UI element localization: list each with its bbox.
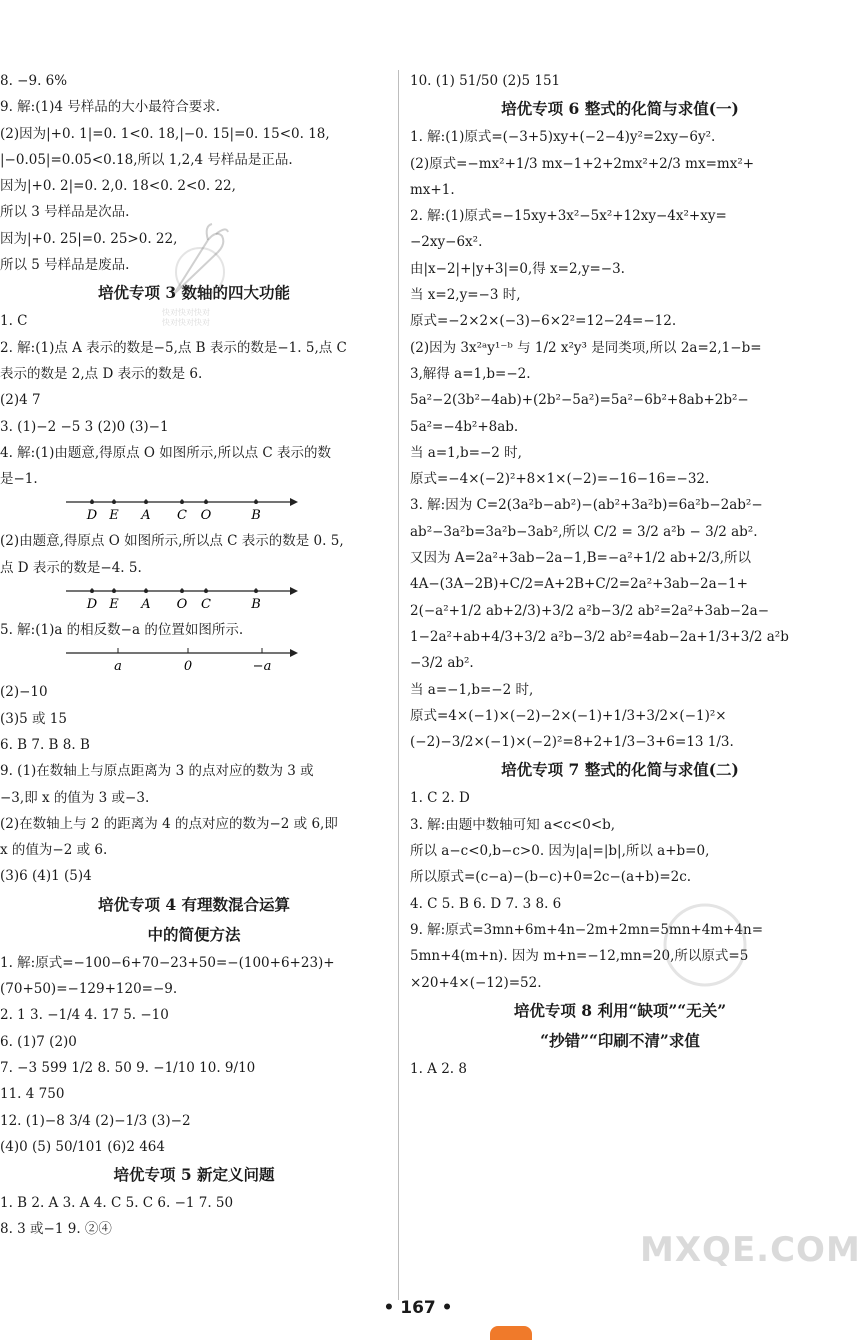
answer-line: 当 x=2,y=−3 时, xyxy=(410,287,521,304)
axis-label: a xyxy=(114,659,122,675)
answer-line: 由|x−2|+|y+3|=0,得 x=2,y=−3. xyxy=(410,260,625,277)
axis-label: D xyxy=(86,508,98,524)
right-column xyxy=(410,68,830,1082)
answer-line: 又因为 A=2a²+3ab−2a−1,B=−a²+1/2 ab+2/3,所以 xyxy=(410,550,751,567)
answer-line: (2)由题意,得原点 O 如图所示,所以点 C 表示的数是 0. 5, xyxy=(0,533,344,550)
axis-point xyxy=(180,500,184,504)
answer-line: 6. (1)7 (2)0 xyxy=(0,1033,77,1050)
axis-arrow-icon xyxy=(290,498,298,506)
section-heading: 培优专项 3 数轴的四大功能 xyxy=(97,283,291,303)
number-line xyxy=(0,492,388,528)
section-heading: 中的简便方法 xyxy=(147,924,241,944)
answer-line: (2)4 7 xyxy=(0,392,41,409)
answer-line: 所以 3 号样品是次品. xyxy=(0,204,130,221)
answer-line: 所以 5 号样品是废品. xyxy=(0,257,130,274)
number-line xyxy=(0,581,388,617)
axis-label: O xyxy=(200,508,212,524)
answer-line: 11. 4 750 xyxy=(0,1086,65,1103)
number-line-svg xyxy=(0,492,320,528)
answer-line: 因为|+0. 25|=0. 25>0. 22, xyxy=(0,230,178,247)
answer-line: (70+50)=−129+120=−9. xyxy=(0,981,178,998)
axis-label: B xyxy=(251,508,261,524)
answer-line: |−0.05|=0.05<0.18,所以 1,2,4 号样品是正品. xyxy=(0,151,293,168)
answer-line: 3. 解:因为 C=2(3a²b−ab²)−(ab²+3a²b)=6a²b−2ab²− xyxy=(410,497,763,514)
corner-tab xyxy=(490,1326,532,1340)
answer-line: (−2)−3/2×(−1)×(−2)²=8+2+1/3−3+6=13 1/3. xyxy=(410,734,734,751)
answer-line: (3)5 或 15 xyxy=(0,710,67,727)
answer-line: (3)6 (4)1 (5)4 xyxy=(0,868,92,885)
answer-line: 1. 解:原式=−100−6+70−23+50=−(100+6+23)+ xyxy=(0,954,335,971)
answer-line: 原式=−4×(−2)²+8×1×(−2)=−16−16=−32. xyxy=(410,471,710,488)
page-number: • 167 • xyxy=(383,1298,453,1318)
answer-line: 1. A 2. 8 xyxy=(410,1060,467,1077)
axis-label: A xyxy=(141,597,151,613)
answer-line: ×20+4×(−12)=52. xyxy=(410,974,542,991)
answer-line: 所以原式=(c−a)−(b−c)+0=2c−(a+b)=2c. xyxy=(410,869,692,886)
answer-line: 4. C 5. B 6. D 7. 3 8. 6 xyxy=(410,895,562,912)
answer-line: 所以 a−c<0,b−c>0. 因为|a|=|b|,所以 a+b=0, xyxy=(410,843,710,860)
answer-line: 表示的数是 2,点 D 表示的数是 6. xyxy=(0,365,203,382)
stamp-watermark xyxy=(660,900,750,994)
number-line-svg xyxy=(0,643,320,679)
answer-line: 9. 解:原式=3mn+6m+4n−2m+2mn=5mn+4m+4n= xyxy=(410,921,764,938)
answer-line: 3. (1)−2 −5 3 (2)0 (3)−1 xyxy=(0,418,169,435)
axis-point xyxy=(254,589,258,593)
axis-point xyxy=(112,589,116,593)
axis-point xyxy=(112,500,116,504)
answer-line: 4A−(3A−2B)+C/2=A+2B+C/2=2a²+3ab−2a−1+ xyxy=(410,576,748,593)
answer-line: 3,解得 a=1,b=−2. xyxy=(410,365,531,382)
section-heading: 培优专项 5 新定义问题 xyxy=(113,1165,275,1185)
mxqe-logo-text: MXQE.COM xyxy=(640,1230,861,1270)
answer-line: x 的值为−2 或 6. xyxy=(0,842,108,859)
axis-label: C xyxy=(201,597,211,613)
number-line xyxy=(0,643,388,679)
answer-line: 12. (1)−8 3/4 (2)−1/3 (3)−2 xyxy=(0,1112,191,1129)
axis-label: E xyxy=(109,597,119,613)
section-heading: 培优专项 7 整式的化简与求值(二) xyxy=(501,760,739,780)
axis-point xyxy=(90,589,94,593)
answer-line: 2. 解:(1)原式=−15xy+3x²−5x²+12xy−4x²+xy= xyxy=(410,208,727,225)
kuaidui-watermark xyxy=(160,222,230,327)
watermark-text-2: 快对快对快对 xyxy=(162,318,210,327)
axis-label: 0 xyxy=(183,659,193,675)
answer-line: 6. B 7. B 8. B xyxy=(0,736,90,753)
axis-label: C xyxy=(177,508,187,524)
answer-line: −3,即 x 的值为 3 或−3. xyxy=(0,789,150,806)
answer-line: 2(−a²+1/2 ab+2/3)+3/2 a²b−3/2 ab²=2a²+3ab−2a− xyxy=(410,602,770,619)
answer-line: 7. −3 599 1/2 8. 50 9. −1/10 10. 9/10 xyxy=(0,1059,256,1076)
section-heading: 培优专项 6 整式的化简与求值(一) xyxy=(501,99,739,119)
answer-line: 2. 1 3. −1/4 4. 17 5. −10 xyxy=(0,1007,169,1024)
answer-line: 9. (1)在数轴上与原点距离为 3 的点对应的数为 3 或 xyxy=(0,763,314,780)
axis-point xyxy=(180,589,184,593)
axis-point xyxy=(204,589,208,593)
circle-stamp-icon xyxy=(660,900,750,990)
number-line-svg xyxy=(0,581,320,617)
axis-point xyxy=(204,500,208,504)
axis-label: A xyxy=(141,508,151,524)
section-heading: 培优专项 4 有理数混合运算 xyxy=(97,894,291,914)
answer-line: 8. 3 或−1 9. ②④ xyxy=(0,1221,112,1238)
answer-line: 原式=−2×2×(−3)−6×2²=12−24=−12. xyxy=(410,313,677,330)
axis-arrow-icon xyxy=(290,649,298,657)
answer-line: 2. 解:(1)点 A 表示的数是−5,点 B 表示的数是−1. 5,点 C xyxy=(0,339,347,356)
axis-label: B xyxy=(251,597,261,613)
answer-line: 10. (1) 51/50 (2)5 151 xyxy=(410,73,561,89)
answer-line: 5a²−2(3b²−4ab)+(2b²−5a²)=5a²−6b²+8ab+2b²− xyxy=(410,392,749,409)
answer-line: 1. C 2. D xyxy=(410,790,470,807)
answer-line: 5. 解:(1)a 的相反数−a 的位置如图所示. xyxy=(0,622,244,639)
axis-label: −a xyxy=(252,659,272,675)
section-heading: “抄错”“印刷不清”求值 xyxy=(540,1030,700,1050)
answer-line: ab²−3a²b=3a²b−3ab²,所以 C/2 = 3/2 a²b − 3/2 ab². xyxy=(410,523,758,540)
axis-label: D xyxy=(86,597,98,613)
axis-point xyxy=(144,589,148,593)
carrot-logo-icon xyxy=(160,222,230,302)
axis-label: E xyxy=(109,508,119,524)
answer-line: −2xy−6x². xyxy=(410,234,483,251)
answer-line: 8. −9. 6% xyxy=(0,73,68,89)
answer-line: 当 a=−1,b=−2 时, xyxy=(410,681,534,698)
axis-point xyxy=(254,500,258,504)
answer-line: (2)原式=−mx²+1/3 mx−1+2+2mx²+2/3 mx=mx²+ xyxy=(410,155,755,172)
axis-point xyxy=(90,500,94,504)
mxqe-watermark xyxy=(640,1230,861,1270)
answer-line: 因为|+0. 2|=0. 2,0. 18<0. 2<0. 22, xyxy=(0,178,236,195)
answer-line: (2)因为 3x²ᵃy¹⁻ᵇ 与 1/2 x²y³ 是同类项,所以 2a=2,1−b= xyxy=(410,339,762,356)
answer-line: 3. 解:由题中数轴可知 a<c<0<b, xyxy=(410,816,616,833)
answer-line: (2)在数轴上与 2 的距离为 4 的点对应的数为−2 或 6,即 xyxy=(0,815,338,832)
answer-line: 4. 解:(1)由题意,得原点 O 如图所示,所以点 C 表示的数 xyxy=(0,444,331,461)
answer-line: 点 D 表示的数是−4. 5. xyxy=(0,559,142,576)
answer-line: 当 a=1,b=−2 时, xyxy=(410,444,522,461)
answer-line: 5a²=−4b²+8ab. xyxy=(410,418,519,435)
answer-line: 1. 解:(1)原式=(−3+5)xy+(−2−4)y²=2xy−6y². xyxy=(410,129,716,146)
axis-point xyxy=(144,500,148,504)
column-divider xyxy=(398,70,399,1300)
answer-line: 9. 解:(1)4 号样品的大小最符合要求. xyxy=(0,99,221,116)
answer-line: 是−1. xyxy=(0,471,38,488)
watermark-text-1: 快对快对快对 xyxy=(162,308,210,317)
axis-label: O xyxy=(176,597,188,613)
answer-line: −3/2 ab². xyxy=(410,655,474,672)
answer-line: 1. C xyxy=(0,313,28,330)
answer-line: mx+1. xyxy=(410,181,455,198)
answer-line: (4)0 (5) 50/101 (6)2 464 xyxy=(0,1138,165,1155)
answer-line: (2)−10 xyxy=(0,684,48,701)
answer-line: 原式=4×(−1)×(−2)−2×(−1)+1/3+3/2×(−1)²× xyxy=(410,707,727,724)
answer-line: (2)因为|+0. 1|=0. 1<0. 18,|−0. 15|=0. 15<0. 18, xyxy=(0,125,330,142)
axis-arrow-icon xyxy=(290,587,298,595)
section-heading: 培优专项 8 利用“缺项”“无关” xyxy=(513,1000,727,1020)
answer-line: 1−2a²+ab+4/3+3/2 a²b−3/2 ab²=4ab−2a+1/3+3/2 a²b xyxy=(410,628,789,645)
answer-line: 5mn+4(m+n). 因为 m+n=−12,mn=20,所以原式=5 xyxy=(410,948,749,965)
answer-line: 1. B 2. A 3. A 4. C 5. C 6. −1 7. 50 xyxy=(0,1195,234,1212)
